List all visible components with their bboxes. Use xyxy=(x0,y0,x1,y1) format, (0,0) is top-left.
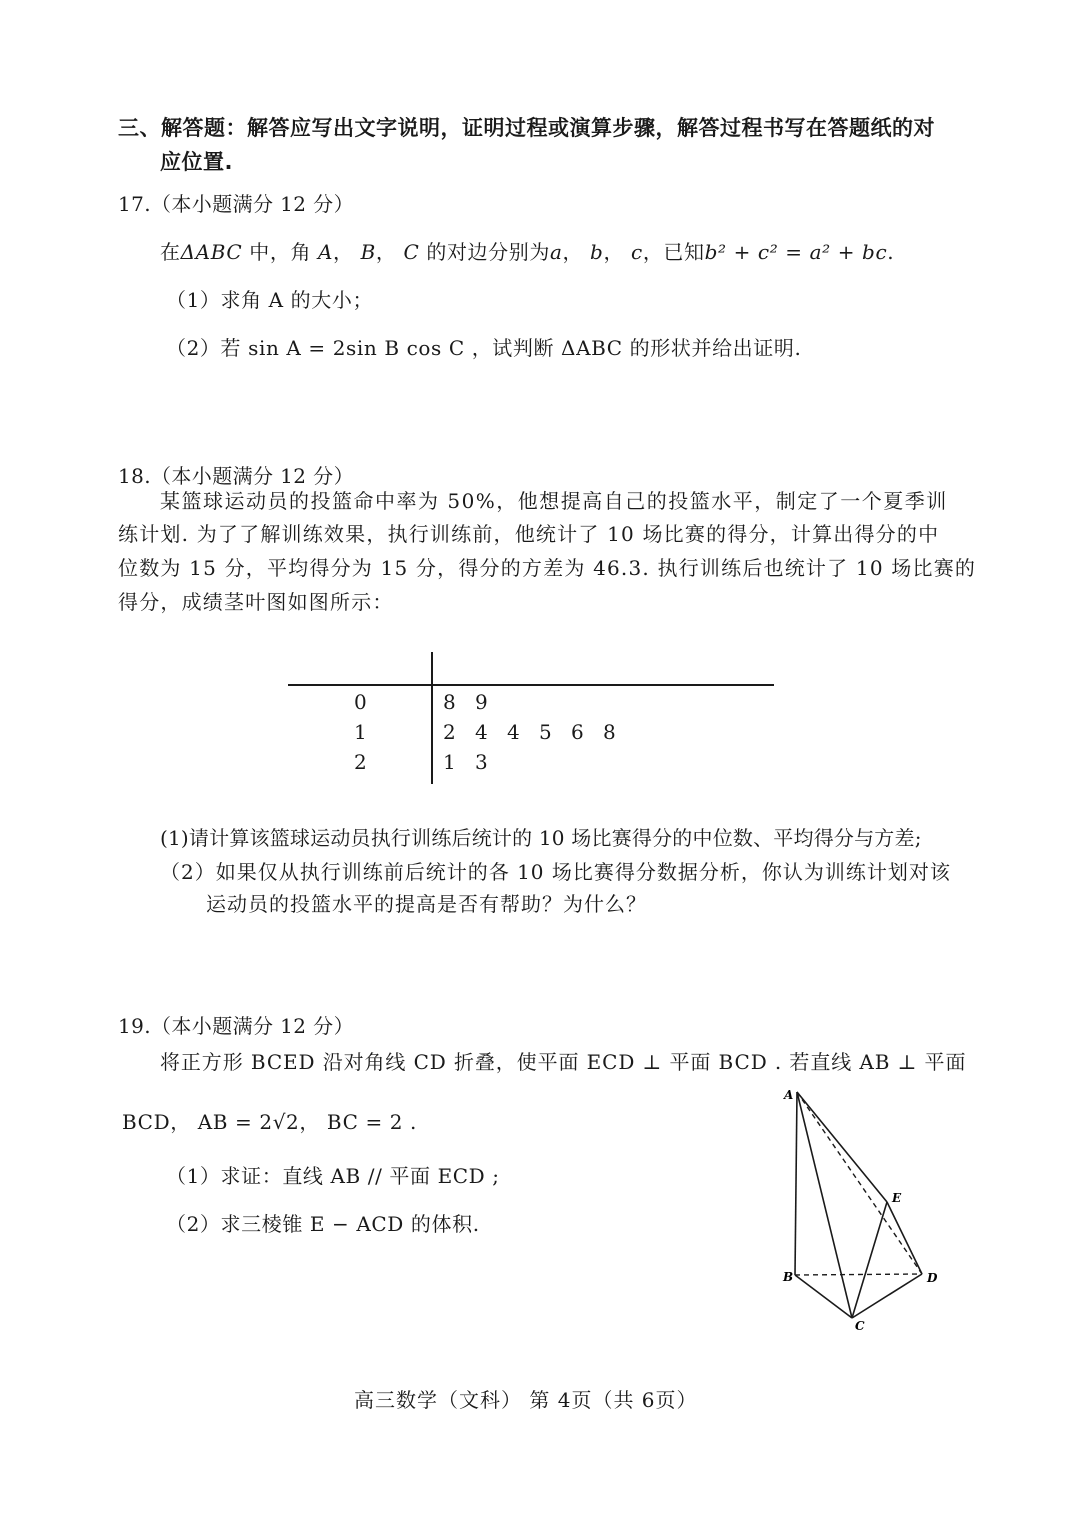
q17-angle-c: C xyxy=(403,240,420,264)
q17-stem-tail: 的对边分别为 xyxy=(419,240,550,264)
q17-period: . xyxy=(887,240,895,264)
q18-para-line3: 位数为 15 分，平均得分为 15 分，得分的方差为 46.3. 执行训练后也统计了 10 场比赛的 xyxy=(118,556,977,580)
edge-bd xyxy=(795,1274,922,1275)
q18-para-line4: 得分，成绩茎叶图如图所示： xyxy=(118,590,394,614)
q19-part2: （2）求三棱锥 E − ACD 的体积. xyxy=(166,1212,480,1236)
section-heading-line2: 应位置. xyxy=(160,150,233,174)
leaf: 5 xyxy=(539,720,552,744)
leaf: 4 xyxy=(507,720,520,744)
q17-equation: b² + c² = a² + bc xyxy=(704,240,888,264)
q19-part1: （1）求证：直线 AB // 平面 ECD ; xyxy=(166,1164,500,1188)
q18-para-line1: 某篮球运动员的投篮命中率为 50%，他想提高自己的投篮水平，制定了一个夏季训 xyxy=(160,489,948,513)
q17-side-b: b xyxy=(590,240,604,264)
vertex-label-e: E xyxy=(892,1191,902,1205)
stem-1: 1 xyxy=(354,720,367,744)
leaf: 2 xyxy=(443,720,456,744)
page-footer: 高三数学（文科） 第 4页（共 6页） xyxy=(354,1388,698,1412)
q17-header: 17.（本小题满分 12 分） xyxy=(118,192,354,216)
edge-ec xyxy=(852,1202,887,1318)
leaf: 8 xyxy=(443,690,456,714)
q17-side-c: c xyxy=(631,240,643,264)
q18-part1: (1)请计算该篮球运动员执行训练后统计的 10 场比赛得分的中位数、平均得分与方差; xyxy=(160,826,922,850)
q17-known: ，已知 xyxy=(642,240,705,264)
q18-header: 18.（本小题满分 12 分） xyxy=(118,464,354,488)
q17-side-a: a xyxy=(549,240,563,264)
q17-stem-mid: 中，角 xyxy=(242,240,318,264)
vertex-label-b: B xyxy=(783,1270,794,1284)
edge-ad xyxy=(797,1092,922,1274)
q17-triangle: ΔABC xyxy=(180,240,243,264)
stem-leaf-vertical-rule xyxy=(431,652,433,784)
q17-angle-a: A xyxy=(318,240,334,264)
leaf: 9 xyxy=(475,690,488,714)
stem-0: 0 xyxy=(354,690,367,714)
edge-ab xyxy=(795,1092,797,1275)
q17-part1: （1）求角 A 的大小； xyxy=(166,288,374,312)
leaf: 8 xyxy=(603,720,616,744)
q17-angle-b: B xyxy=(360,240,376,264)
q19-line2: BCD， AB = 2√2， BC = 2 . xyxy=(122,1110,418,1134)
leaf: 6 xyxy=(571,720,584,744)
q19-line1: 将正方形 BCED 沿对角线 CD 折叠，使平面 ECD ⊥ 平面 BCD . 若直线 AB ⊥ 平面 xyxy=(160,1050,967,1074)
leaf: 1 xyxy=(443,750,456,774)
pyramid-figure xyxy=(770,1082,960,1332)
leaf: 4 xyxy=(475,720,488,744)
vertex-label-d: D xyxy=(927,1271,938,1285)
q17-part2: （2）若 sin A = 2sin B cos C ，试判断 ΔABC 的形状并给出证明. xyxy=(166,336,802,360)
vertex-label-a: A xyxy=(784,1088,794,1102)
stem-2: 2 xyxy=(354,750,367,774)
q18-part2-line2: 运动员的投篮水平的提高是否有帮助？为什么？ xyxy=(206,892,647,916)
q19-header: 19.（本小题满分 12 分） xyxy=(118,1014,354,1038)
vertex-label-c: C xyxy=(855,1319,865,1332)
section-heading-line1: 三、解答题：解答应写出文字说明，证明过程或演算步骤，解答过程书写在答题纸的对 xyxy=(118,116,935,140)
q17-stem-prefix: 在 xyxy=(160,240,181,264)
q17-stem: 在ΔABC 中，角 A， B， C 的对边分别为a， b， c，已知b² + c² = a² + bc. xyxy=(160,240,895,264)
leaf: 3 xyxy=(475,750,488,774)
q18-para-line2: 练计划. 为了了解训练效果，执行训练前，他统计了 10 场比赛的得分，计算出得分的中 xyxy=(118,522,940,546)
stem-leaf-horizontal-rule xyxy=(288,684,774,686)
edge-ed xyxy=(887,1202,922,1274)
q18-part2-line1: （2）如果仅从执行训练前后统计的各 10 场比赛得分数据分析，你认为训练计划对该 xyxy=(160,860,951,884)
